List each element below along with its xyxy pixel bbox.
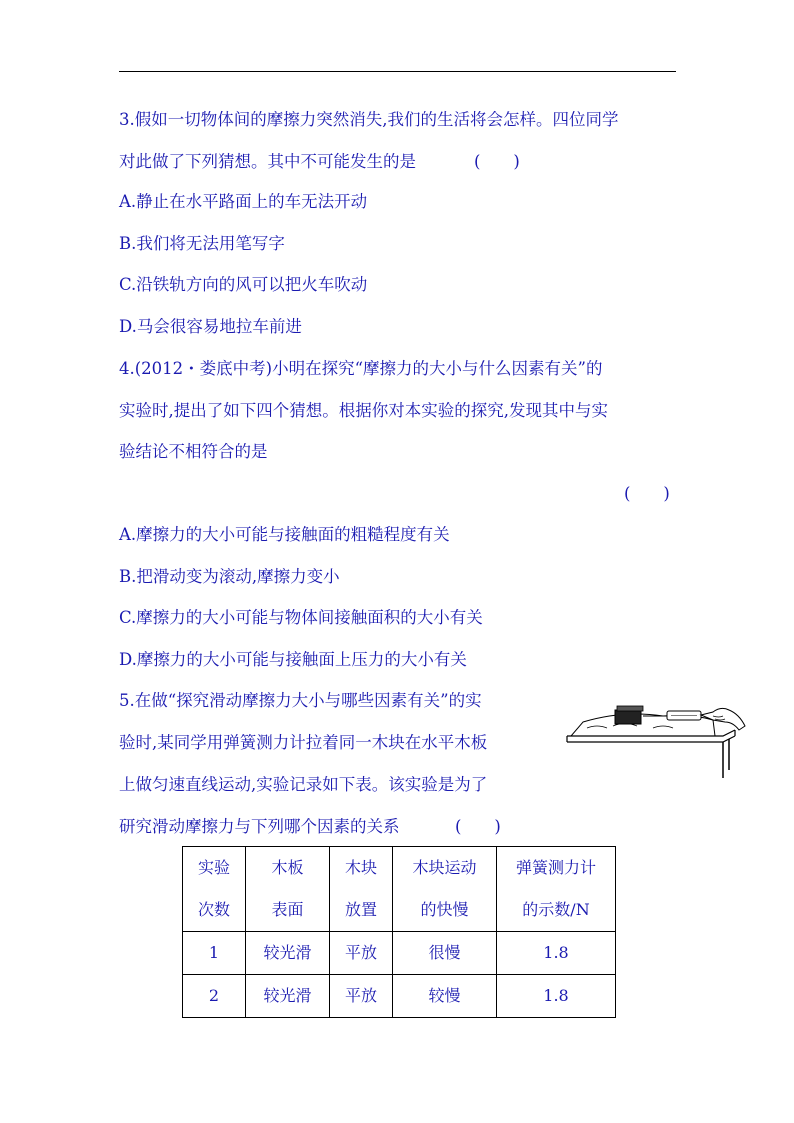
table-header-row — [183, 847, 616, 932]
q3-option-c: C.沿铁轨方向的风可以把火车吹动 — [119, 275, 368, 294]
table-cell: 1.8 — [497, 932, 616, 975]
q4-stem-line-3: 验结论不相符合的是 — [119, 442, 268, 461]
experiment-table — [182, 846, 616, 1018]
q5-stem-line-1: 5.在做“探究滑动摩擦力大小与哪些因素有关”的实 — [119, 691, 482, 710]
q3-answer-paren: ( ) — [474, 152, 520, 171]
table-cell: 1.8 — [497, 975, 616, 1018]
header-cell: 木块 放置 — [330, 847, 393, 932]
header-cell: 木板 表面 — [246, 847, 330, 932]
table-cell: 较光滑 — [246, 975, 330, 1018]
table-cell: 平放 — [330, 932, 393, 975]
q4-stem-line-2: 实验时,提出了如下四个猜想。根据你对本实验的探究,发现其中与实 — [119, 401, 608, 420]
q4-option-c: C.摩擦力的大小可能与物体间接触面积的大小有关 — [119, 608, 483, 627]
q3-option-d: D.马会很容易地拉车前进 — [119, 317, 302, 336]
table-row — [183, 975, 616, 1018]
q4-answer-paren: ( ) — [624, 484, 670, 503]
q5-stem-line-4: 研究滑动摩擦力与下列哪个因素的关系 — [119, 817, 400, 836]
q5-stem-line-2: 验时,某同学用弹簧测力计拉着同一木块在水平木板 — [119, 733, 488, 752]
q4-option-a: A.摩擦力的大小可能与接触面的粗糙程度有关 — [119, 525, 450, 544]
table-cell: 较慢 — [393, 975, 497, 1018]
table-cell: 平放 — [330, 975, 393, 1018]
header-rule — [119, 71, 676, 72]
q4-option-d: D.摩擦力的大小可能与接触面上压力的大小有关 — [119, 650, 467, 669]
table-row — [183, 932, 616, 975]
q3-option-b: B.我们将无法用笔写字 — [119, 234, 285, 253]
table-cell: 很慢 — [393, 932, 497, 975]
experiment-illustration — [563, 690, 753, 785]
header-cell: 弹簧测力计 的示数/N — [497, 847, 616, 932]
q3-option-a: A.静止在水平路面上的车无法开动 — [119, 192, 368, 211]
q5-stem-line-3: 上做匀速直线运动,实验记录如下表。该实验是为了 — [119, 775, 488, 794]
table-cell: 2 — [183, 975, 246, 1018]
q3-stem-line-2: 对此做了下列猜想。其中不可能发生的是 — [119, 152, 416, 171]
table-cell: 较光滑 — [246, 932, 330, 975]
q4-option-b: B.把滑动变为滚动,摩擦力变小 — [119, 567, 340, 586]
q5-answer-paren: ( ) — [455, 817, 501, 836]
table-cell: 1 — [183, 932, 246, 975]
header-cell: 实验 次数 — [183, 847, 246, 932]
q3-stem-line-1: 3.假如一切物体间的摩擦力突然消失,我们的生活将会怎样。四位同学 — [119, 110, 619, 129]
header-cell: 木块运动 的快慢 — [393, 847, 497, 932]
q4-stem-line-1: 4.(2012・娄底中考)小明在探究“摩擦力的大小与什么因素有关”的 — [119, 359, 603, 378]
